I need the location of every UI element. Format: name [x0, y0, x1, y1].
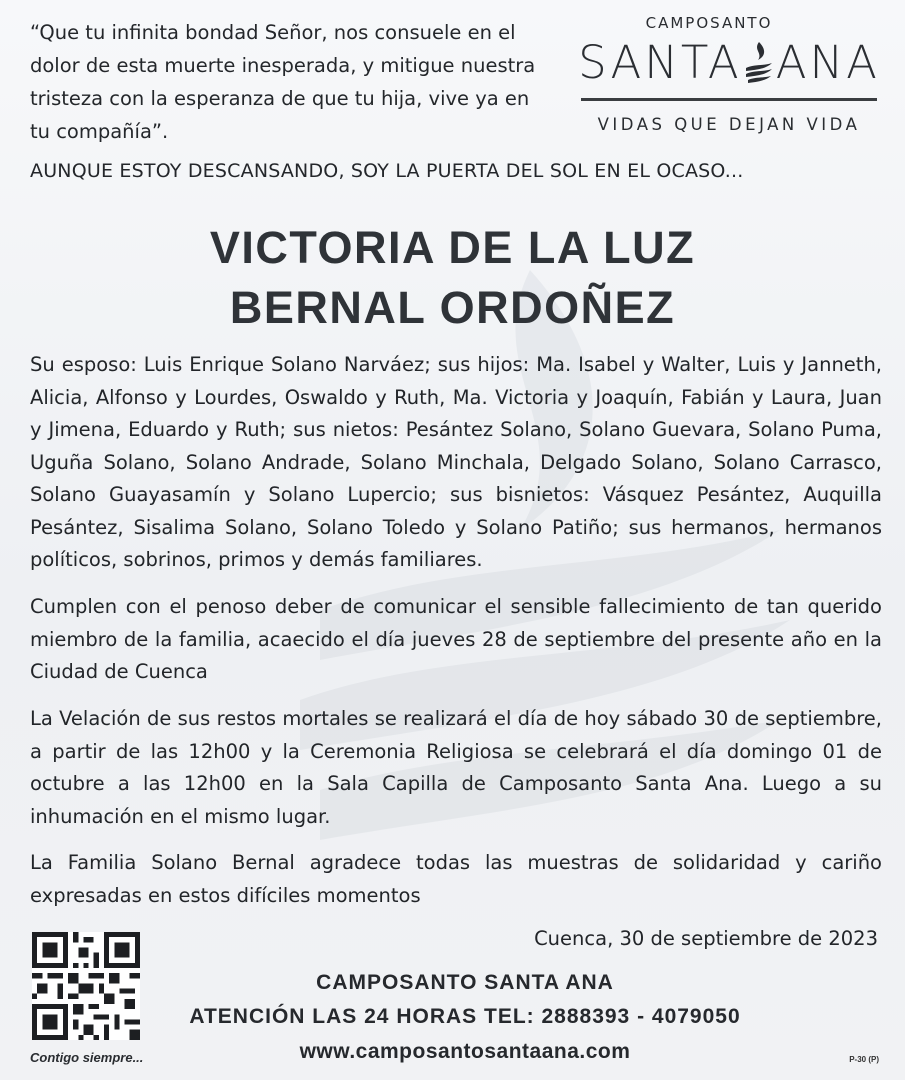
family-paragraph: Su esposo: Luis Enrique Solano Narváez; sus hijos: Ma. Isabel y Walter, Luis y Janneth, Alicia, Alfonso y Lourdes, Oswaldo y Ruth, Ma. Victoria y Joaquín, Fabián y Laura, Juan y Jimena, Eduardo y Ruth; sus nietos: Pesántez Solano, Solano Guevara, Solano Puma, Uguña Solano, Solano Andrade, Solano Minchala, Delgado Solano, Solano Carrasco, Solano Guayasamín y Solano Lupercio; sus bisnietos: Vásquez Pesántez, Auquilla Pesántez, Sisalima Solano, Solano Toledo y Solano Patiño; sus hermanos, hermanos políticos, sobrinos, primos y demás familiares.	[30, 353, 882, 571]
flame-icon	[744, 40, 774, 86]
qr-tagline: Contigo siempre...	[30, 1050, 144, 1065]
deceased-name	[0, 218, 905, 338]
logo-small-text: CAMPOSANTO	[645, 14, 773, 32]
deceased-name-line2: BERNAL ORDOÑEZ	[229, 282, 676, 333]
logo-tagline: VIDAS QUE DEJAN VIDA	[597, 115, 861, 134]
ad-code: P-30 (P)	[849, 1055, 879, 1064]
announcement-paragraph: Cumplen con el penoso deber de comunicar el sensible fallecimiento de tan querido miembro de la familia, acaecido el día jueves 28 de septiembre del presente año en la Ciudad de Cuenca	[30, 595, 882, 683]
logo-divider	[581, 98, 877, 101]
footer-company: CAMPOSANTO SANTA ANA	[316, 971, 614, 994]
footer-website-link[interactable]: www.camposantosantaana.com	[299, 1040, 631, 1063]
services-paragraph: La Velación de sus restos mortales se realizará el día de hoy sábado 30 de septiembre, a partir de las 12h00 y la Ceremonia Religiosa se celebrará el día domingo 01 de octubre a las 12h00 en la Sala Capilla de Camposanto Santa Ana. Luego a su inhumación en el mismo lugar.	[30, 707, 882, 828]
logo-name-left: SANTA	[578, 36, 742, 89]
flame-watermark-icon	[280, 230, 800, 950]
qr-code-icon[interactable]	[32, 932, 140, 1040]
opening-quote: “Que tu infinita bondad Señor, nos consuele en el dolor de esta muerte inesperada, y mitigue nuestra tristeza con la esperanza de que tu hija, vive ya en tu compañía”.	[30, 21, 536, 143]
date-line: Cuenca, 30 de septiembre de 2023	[534, 927, 878, 950]
epitaph: AUNQUE ESTOY DESCANSANDO, SOY LA PUERTA DEL SOL EN EL OCASO...	[30, 160, 744, 182]
deceased-name-line1: VICTORIA DE LA LUZ	[209, 222, 696, 273]
logo-name-right: ANA	[775, 36, 880, 89]
thanks-paragraph: La Familia Solano Bernal agradece todas las muestras de solidaridad y cariño expresadas en estos difíciles momentos	[30, 851, 882, 907]
footer-phone: ATENCIÓN LAS 24 HORAS TEL: 2888393 - 4079050	[189, 1005, 741, 1028]
camposanto-logo	[574, 14, 884, 134]
logo-name	[574, 34, 884, 92]
